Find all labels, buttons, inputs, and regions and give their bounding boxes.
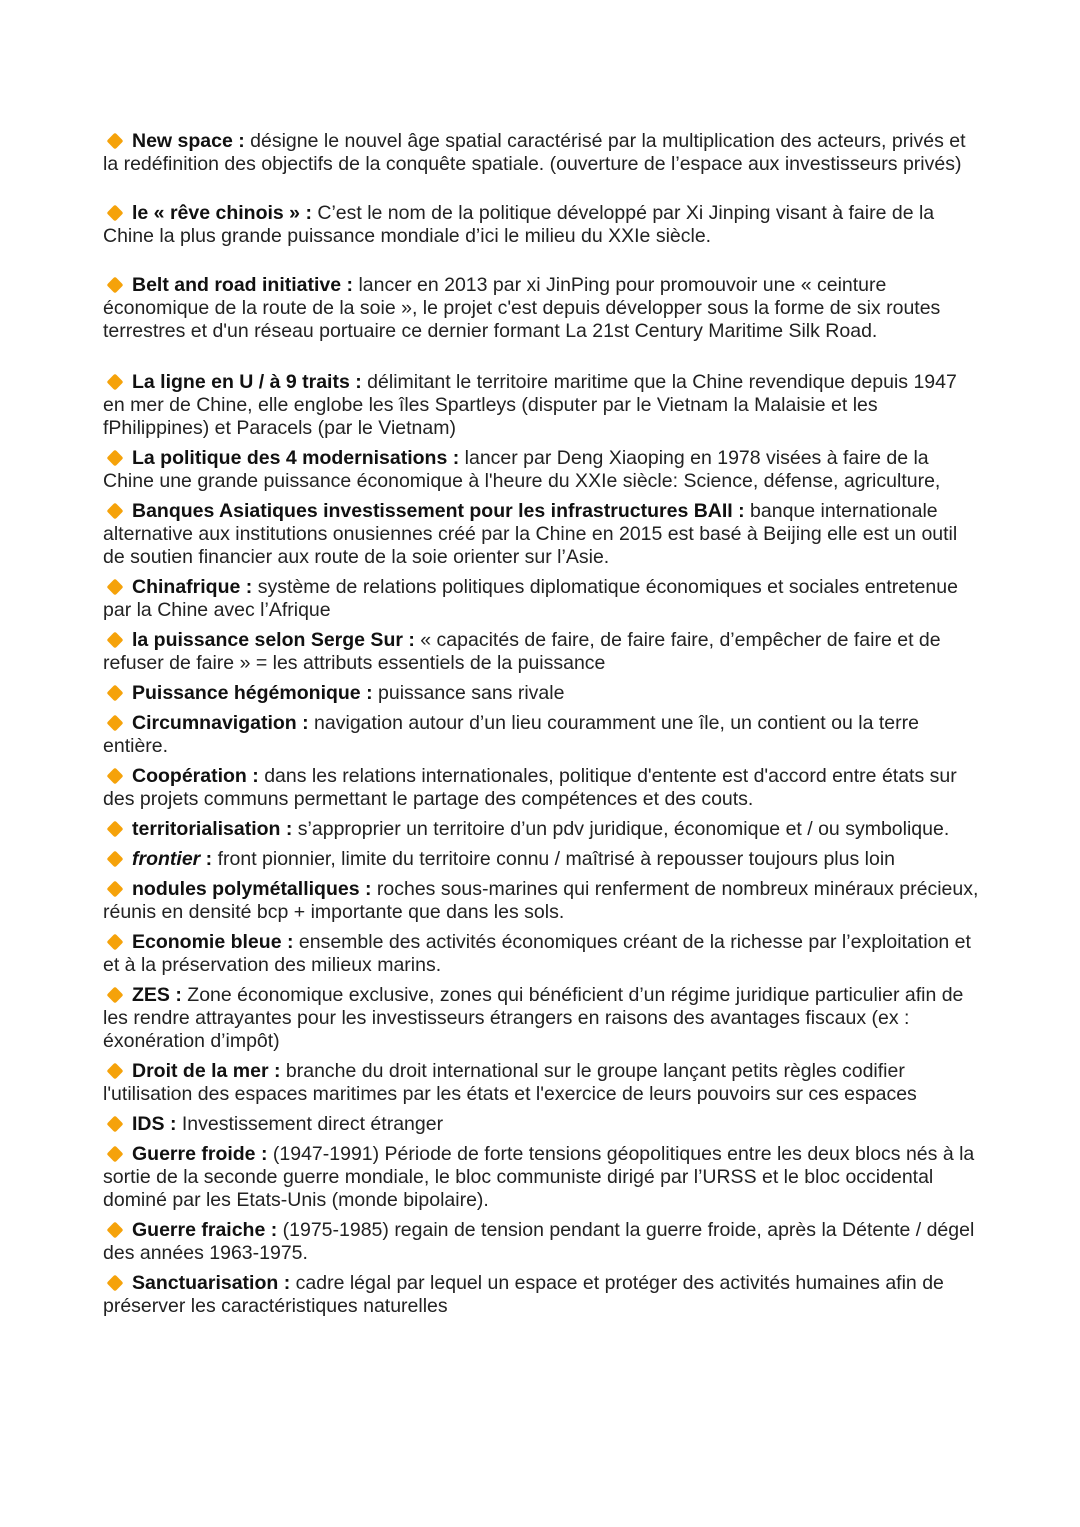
entry-definition: désigne le nouvel âge spatial caractérisé par la multiplication des acteurs, privés et la redéfinition des objectifs de la conquête spatiale. (ouverture de l’espace aux investisseurs privés) [103, 130, 966, 175]
entry-separator: : [302, 712, 309, 734]
entry-term: frontier [132, 848, 201, 870]
entry-term: Puissance hégémonique [132, 682, 361, 704]
orange-diamond-icon [107, 277, 124, 294]
orange-diamond-icon [107, 133, 124, 150]
entry-definition: roches sous-marines qui renferment de nombreux minéraux précieux, réunis en densité bcp + importante que dans les sols. [103, 878, 979, 923]
entry-separator: : [738, 500, 745, 522]
entry-new-space [103, 130, 983, 176]
entry-term: Sanctuarisation [132, 1272, 279, 1294]
entry-cooperation [103, 765, 983, 811]
entry-definition: lancer en 2013 par xi JinPing pour promouvoir une « ceinture économique de la route de la soie », le projet c'est depuis développer sous la forme de six routes terrestres et d'un réseau portuaire ce dernier formant La 21st Century Maritime Silk Road. [103, 274, 941, 342]
entry-term: New space [132, 130, 233, 152]
entry-droit-de-la-mer [103, 1060, 983, 1106]
entry-definition: s’approprier un territoire d’un pdv juridique, économique et / ou symbolique. [297, 818, 950, 840]
entry-separator: : [260, 1143, 268, 1165]
orange-diamond-icon [107, 881, 124, 898]
entry-territorialisation [103, 818, 983, 841]
entry-definition: cadre légal par lequel un espace et protéger des activités humaines afin de préserver les caractéristiques naturelles [103, 1272, 944, 1317]
entry-4-modernisations [103, 447, 983, 493]
entry-baii [103, 500, 983, 569]
orange-diamond-icon [107, 632, 124, 649]
entry-separator: : [252, 765, 259, 787]
entry-belt-and-road [103, 274, 983, 343]
orange-diamond-icon [107, 987, 124, 1004]
entry-term: Coopération [132, 765, 247, 787]
entry-term: La politique des 4 modernisations [132, 447, 448, 469]
orange-diamond-icon [107, 1146, 124, 1163]
entry-term: Chinafrique [132, 576, 241, 598]
entry-term: Guerre froide [132, 1143, 256, 1165]
entry-zes [103, 984, 983, 1053]
entry-serge-sur [103, 629, 983, 675]
orange-diamond-icon [107, 1222, 124, 1239]
entry-separator: : [283, 1272, 291, 1294]
entry-definition: C’est le nom de la politique développé par Xi Jinping visant à faire de la Chine la plus grande puissance mondiale d’ici le milieu du XXIe siècle. [103, 202, 935, 247]
entry-ligne-en-u [103, 371, 983, 440]
entry-guerre-froide [103, 1143, 983, 1212]
entry-ids [103, 1113, 983, 1136]
entry-term: Circumnavigation [132, 712, 297, 734]
entry-separator: : [245, 576, 253, 598]
entry-frontier [103, 848, 983, 871]
entry-separator: : [273, 1060, 281, 1082]
entry-term: IDS [132, 1113, 165, 1135]
entry-term: Guerre fraiche [132, 1219, 266, 1241]
entry-definition: front pionnier, limite du territoire connu / maîtrisé à repousser toujours plus loin [217, 848, 896, 870]
orange-diamond-icon [107, 1275, 124, 1292]
entry-separator: : [364, 878, 372, 900]
entry-definition: « capacités de faire, de faire faire, d’empêcher de faire et de refuser de faire » = les attributs essentiels de la puissance [103, 629, 941, 674]
entry-separator: : [285, 818, 293, 840]
glossary-page [103, 130, 983, 1325]
orange-diamond-icon [107, 205, 124, 222]
orange-diamond-icon [107, 934, 124, 951]
entry-definition: ensemble des activités économiques créant de la richesse par l’exploitation et et à la préservation des milieux marins. [103, 931, 971, 976]
entry-separator: : [175, 984, 182, 1006]
entry-separator: : [270, 1219, 278, 1241]
orange-diamond-icon [107, 450, 124, 467]
entry-term: Economie bleue [132, 931, 282, 953]
entry-term: ZES [132, 984, 170, 1006]
entry-definition: navigation autour d’un lieu couramment une île, un contient ou la terre entière. [103, 712, 919, 757]
entry-separator: : [366, 682, 373, 704]
entry-reve-chinois [103, 202, 983, 248]
entry-term: le « rêve chinois » [132, 202, 301, 224]
entry-separator: : [286, 931, 294, 953]
orange-diamond-icon [107, 374, 124, 391]
entry-economie-bleue [103, 931, 983, 977]
orange-diamond-icon [107, 685, 124, 702]
entry-separator: : [355, 371, 362, 393]
entry-term: Banques Asiatiques investissement pour les infrastructures BAII [132, 500, 733, 522]
orange-diamond-icon [107, 821, 124, 838]
entry-definition: Investissement direct étranger [181, 1113, 444, 1135]
entry-definition: banque internationale alternative aux institutions onusiennes créé par la Chine en 2015 est basé à Beijing elle est un outil de soutien financier aux route de la soie orienter sur l’Asie. [103, 500, 958, 568]
orange-diamond-icon [107, 1116, 124, 1133]
entry-definition: puissance sans rivale [378, 682, 565, 704]
entry-definition: branche du droit international sur le groupe lançant petits règles codifier l'utilisation des espaces maritimes par les états et l'exercice de leurs pouvoirs sur ces espaces [103, 1060, 917, 1105]
entry-definition: délimitant le territoire maritime que la Chine revendique depuis 1947 en mer de Chine, elle englobe les îles Spartleys (disputer par le Vietnam la Malaisie et les fPhilippines) et Paracels (par le Vietnam) [103, 371, 957, 439]
entry-term: territorialisation [132, 818, 281, 840]
orange-diamond-icon [107, 768, 124, 785]
entry-guerre-fraiche [103, 1219, 983, 1265]
entry-term: La ligne en U / à 9 traits [132, 371, 350, 393]
entry-term: la puissance selon Serge Sur [132, 629, 403, 651]
entry-definition: (1975-1985) regain de tension pendant la guerre froide, après la Détente / dégel des années 1963-1975. [103, 1219, 975, 1264]
entry-nodules [103, 878, 983, 924]
entry-separator: : [346, 274, 354, 296]
orange-diamond-icon [107, 851, 124, 868]
entry-term: Belt and road initiative [132, 274, 342, 296]
entry-term: nodules polymétalliques [132, 878, 360, 900]
orange-diamond-icon [107, 503, 124, 520]
entry-separator: : [408, 629, 415, 651]
orange-diamond-icon [107, 1063, 124, 1080]
orange-diamond-icon [107, 579, 124, 596]
entry-puissance-hegemonique [103, 682, 983, 705]
entry-separator: : [205, 848, 213, 870]
entry-circumnavigation [103, 712, 983, 758]
entry-definition: système de relations politiques diplomatique économiques et sociales entretenue par la Chine avec l’Afrique [103, 576, 958, 621]
entry-chinafrique [103, 576, 983, 622]
entry-separator: : [238, 130, 245, 152]
entry-definition: dans les relations internationales, politique d'entente est d'accord entre états sur des projets communs permettant le partage des compétences et des couts. [103, 765, 957, 810]
entry-separator: : [305, 202, 312, 224]
entry-sanctuarisation [103, 1272, 983, 1318]
entry-separator: : [452, 447, 460, 469]
entry-definition: Zone économique exclusive, zones qui bénéficient d’un régime juridique particulier afin de les rendre attrayantes pour les investisseurs étrangers en raisons des avantages fiscaux (ex : éxonération d’impôt) [103, 984, 964, 1052]
entry-definition: lancer par Deng Xiaoping en 1978 visées à faire de la Chine une grande puissance économique à l'heure du XXIe siècle: Science, défense, agriculture, [103, 447, 941, 492]
entry-separator: : [169, 1113, 177, 1135]
orange-diamond-icon [107, 715, 124, 732]
entry-definition: (1947-1991) Période de forte tensions géopolitiques entre les deux blocs nés à la sortie de la seconde guerre mondiale, le bloc communiste dirigé par l’URSS et le bloc occidental dominé par les Etats-Unis (monde bipolaire). [103, 1143, 975, 1211]
entry-term: Droit de la mer [132, 1060, 269, 1082]
